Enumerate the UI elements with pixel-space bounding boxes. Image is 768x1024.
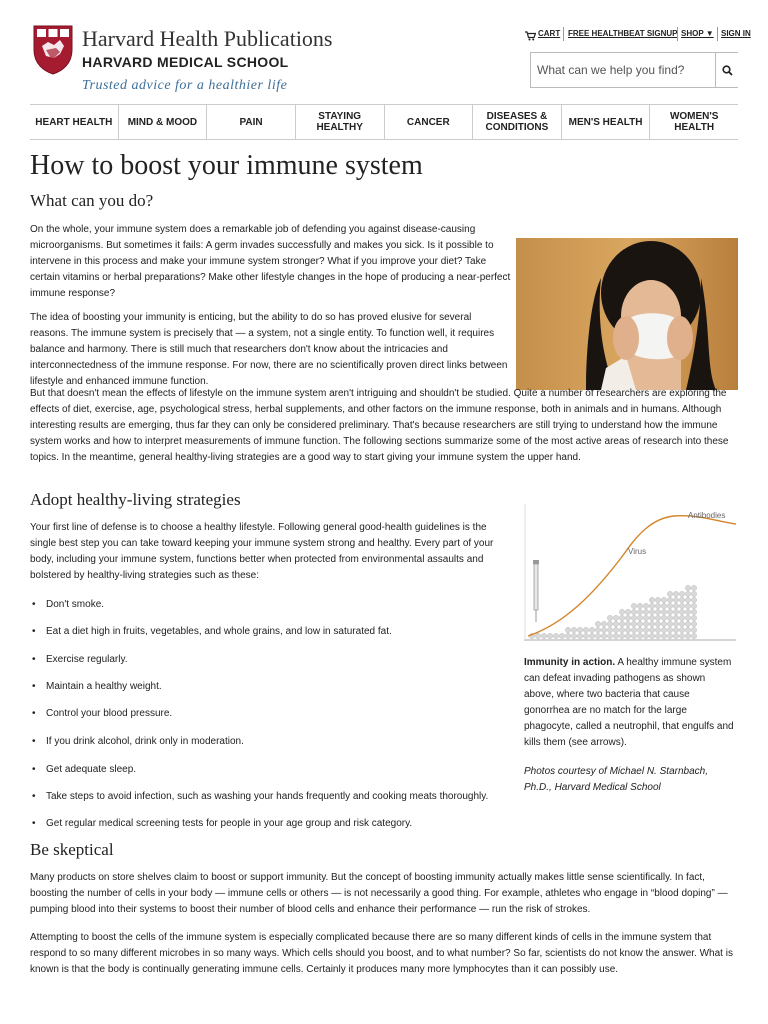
section-heading-healthy-living: Adopt healthy-living strategies	[30, 490, 241, 509]
nav-womens-health[interactable]: WOMEN'S HEALTH	[669, 111, 719, 133]
virus-dot	[673, 591, 678, 596]
virus-dot	[595, 621, 600, 626]
virus-dot	[643, 603, 648, 608]
cart-icon[interactable]	[525, 28, 536, 46]
virus-dot	[667, 603, 672, 608]
virus-dot	[655, 615, 660, 620]
virus-dot	[655, 603, 660, 608]
virus-dot	[667, 621, 672, 626]
virus-label: Virus	[628, 547, 647, 556]
virus-dot	[649, 603, 654, 608]
site-tagline: Trusted advice for a healthier life	[82, 78, 288, 93]
nav-diseases-conditions[interactable]: DISEASES & CONDITIONS	[473, 105, 562, 139]
virus-dot	[595, 633, 600, 638]
virus-dot	[637, 609, 642, 614]
virus-dot	[685, 603, 690, 608]
virus-dot	[607, 627, 612, 632]
search-input[interactable]	[531, 53, 715, 87]
utility-divider	[563, 27, 564, 41]
virus-dot	[661, 603, 666, 608]
sign-in-link[interactable]: SIGN IN	[721, 29, 751, 38]
virus-dot	[691, 591, 696, 596]
photo-credit: Photos courtesy of Michael N. Starnbach, Ph.D., Harvard Medical School	[524, 766, 708, 793]
virus-dot	[577, 633, 582, 638]
syringe-icon	[533, 560, 539, 622]
virus-dot	[667, 615, 672, 620]
cart-link[interactable]: CART	[538, 29, 561, 38]
virus-dot	[649, 615, 654, 620]
virus-dot	[631, 633, 636, 638]
paragraph: The idea of boosting your immunity is enticing, but the ability to do so has proved elusive for several reasons. The immune system is precisely that — a system, not a single entity. To function well, it requires balance and harmony. There is still much that researchers don't know about the intricacies and interconnectedness of the immune response. For now, there are no scientifically proven direct links between lifestyle and enhanced immune function.	[30, 312, 508, 387]
paragraph: Attempting to boost the cells of the immune system is especially complicated because there are so many different kinds of cells in the immune system that respond to so many different microbes in so many ways. Which cells should you boost, and to what number? So far, scientists do not know the answer. What is known is that the body is continually generating immune cells. Certainly it produces many more lymphocytes than it can possibly use.	[30, 932, 733, 975]
virus-dot	[631, 603, 636, 608]
virus-dot	[613, 621, 618, 626]
virus-dot	[553, 633, 558, 638]
virus-dot	[631, 627, 636, 632]
virus-dot	[571, 627, 576, 632]
virus-dot	[685, 621, 690, 626]
virus-dot	[637, 633, 642, 638]
virus-dot	[667, 591, 672, 596]
virus-particles	[529, 585, 696, 638]
utility-divider	[717, 27, 718, 41]
virus-dot	[649, 627, 654, 632]
virus-dot	[649, 609, 654, 614]
virus-dot	[655, 633, 660, 638]
list-item: • Take steps to avoid infection, such as washing your hands frequently and cooking meats thoroughly.	[32, 790, 488, 804]
virus-dot	[559, 633, 564, 638]
virus-dot	[685, 591, 690, 596]
virus-dot	[691, 633, 696, 638]
paragraph: Your first line of defense is to choose a healthy lifestyle. Following general good-health guidelines is the single best step you can take toward keeping your immune system strong and healthy. Every part of your body, including your immune system, functions better when protected from environmental assaults and bolstered by healthy-living strategies such as these:	[30, 522, 494, 581]
virus-dot	[685, 609, 690, 614]
virus-dot	[619, 621, 624, 626]
virus-dot	[667, 627, 672, 632]
virus-dot	[691, 585, 696, 590]
healthbeat-signup-link[interactable]: FREE HEALTHBEAT SIGNUP	[568, 29, 678, 38]
photo-float-spacer	[512, 236, 738, 404]
list-item: • If you drink alcohol, drink only in moderation.	[32, 735, 244, 749]
virus-dot	[673, 597, 678, 602]
caption-title: Immunity in action.	[524, 657, 616, 668]
shop-menu-link[interactable]: SHOP ▼	[681, 29, 714, 38]
virus-dot	[667, 609, 672, 614]
caption-text: A healthy immune system can defeat invading pathogens as shown above, where two bacteria that cause gonorrhea are no match for the large phagocyte, called a neutrophil, that engulfs and kills them (see arrows).	[524, 657, 734, 748]
virus-dot	[679, 615, 684, 620]
list-item: • Eat a diet high in fruits, vegetables, and whole grains, and low in saturated fat.	[32, 625, 392, 639]
virus-dot	[535, 633, 540, 638]
virus-dot	[661, 615, 666, 620]
virus-dot	[673, 603, 678, 608]
nav-mens-health[interactable]: MEN'S HEALTH	[562, 105, 651, 139]
nav-pain[interactable]: PAIN	[207, 105, 296, 139]
virus-dot	[679, 609, 684, 614]
virus-dot	[607, 633, 612, 638]
virus-dot	[637, 621, 642, 626]
section-heading-be-skeptical: Be skeptical	[30, 840, 114, 859]
virus-dot	[643, 615, 648, 620]
virus-dot	[589, 627, 594, 632]
virus-dot	[583, 633, 588, 638]
virus-dot	[679, 591, 684, 596]
virus-dot	[565, 633, 570, 638]
virus-dot	[613, 615, 618, 620]
virus-dot	[631, 609, 636, 614]
virus-dot	[631, 621, 636, 626]
virus-dot	[643, 609, 648, 614]
virus-dot	[631, 615, 636, 620]
search-button[interactable]	[715, 53, 738, 87]
harvard-shield-logo[interactable]	[32, 24, 74, 76]
virus-dot	[691, 627, 696, 632]
list-item: • Exercise regularly.	[32, 653, 128, 667]
virus-dot	[607, 615, 612, 620]
virus-dot	[691, 603, 696, 608]
virus-dot	[613, 627, 618, 632]
paragraph: But that doesn't mean the effects of lifestyle on the immune system aren't intriguing and shouldn't be studied. Quite a number of researchers are exploring the effects of diet, exercise, age, psychological stress, herbal supplements, and other factors on the immune response, both in animals and in humans. Although interesting results are emerging, thus far they can only be considered preliminary. That's because researchers are still trying to understand how the immune system works and how to interpret measurements of immune function. The following sections summarize some of the most active areas of research into these topics. In the meantime, general healthy-living strategies are a good way to start giving your immune system the upper hand.	[30, 388, 729, 463]
search-icon	[722, 65, 733, 76]
virus-dot	[661, 621, 666, 626]
virus-dot	[541, 633, 546, 638]
site-title[interactable]: Harvard Health Publications	[82, 26, 333, 51]
virus-dot	[625, 609, 630, 614]
virus-dot	[679, 603, 684, 608]
virus-dot	[691, 597, 696, 602]
virus-dot	[673, 609, 678, 614]
list-item: • Get adequate sleep.	[32, 763, 136, 777]
list-item: • Don't smoke.	[32, 598, 104, 612]
virus-dot	[661, 633, 666, 638]
virus-dot	[649, 597, 654, 602]
virus-dot	[679, 621, 684, 626]
virus-dot	[583, 627, 588, 632]
section-heading-what-can-you-do: What can you do?	[30, 191, 154, 210]
virus-dot	[685, 633, 690, 638]
list-item: • Control your blood pressure.	[32, 707, 172, 721]
figure-caption	[524, 655, 738, 751]
virus-dot	[571, 633, 576, 638]
virus-dot	[673, 621, 678, 626]
virus-dot	[655, 609, 660, 614]
virus-dot	[619, 633, 624, 638]
virus-dot	[625, 627, 630, 632]
virus-dot	[613, 633, 618, 638]
virus-dot	[661, 609, 666, 614]
virus-dot	[679, 633, 684, 638]
virus-dot	[601, 621, 606, 626]
virus-dot	[625, 615, 630, 620]
virus-dot	[643, 633, 648, 638]
virus-dot	[655, 597, 660, 602]
page-title: How to boost your immune system	[30, 150, 423, 181]
virus-dot	[661, 597, 666, 602]
paragraph: Many products on store shelves claim to boost or support immunity. But the concept of boosting immunity actually makes little sense scientifically. In fact, boosting the number of cells in your body — immune cells or others — is not necessarily a good thing. For example, athletes who engage in “blood doping” — pumping blood into their systems to boost their number of blood cells and enhance their performance — run the risk of strokes.	[30, 872, 728, 915]
antibodies-label: Antibodies	[688, 511, 726, 520]
virus-dot	[637, 603, 642, 608]
virus-dot	[577, 627, 582, 632]
virus-dot	[601, 627, 606, 632]
virus-dot	[691, 615, 696, 620]
virus-dot	[565, 627, 570, 632]
virus-dot	[649, 621, 654, 626]
virus-dot	[667, 597, 672, 602]
virus-dot	[685, 627, 690, 632]
virus-dot	[601, 633, 606, 638]
virus-dot	[673, 627, 678, 632]
virus-dot	[673, 615, 678, 620]
list-item: • Maintain a healthy weight.	[32, 680, 162, 694]
utility-divider	[677, 27, 678, 41]
list-item: • Get regular medical screening tests for people in your age group and risk category.	[32, 817, 412, 831]
virus-dot	[595, 627, 600, 632]
nav-mind-mood[interactable]: MIND & MOOD	[119, 105, 208, 139]
nav-cancer[interactable]: CANCER	[385, 105, 474, 139]
virus-dot	[685, 585, 690, 590]
virus-dot	[667, 633, 672, 638]
virus-dot	[691, 609, 696, 614]
paragraph: On the whole, your immune system does a remarkable job of defending you against disease-causing microorganisms. But sometimes it fails: A germ invades successfully and makes you sick. Is it possible to intervene in this process and make your immune system stronger? What if you improve your diet? Take certain vitamins or herbal preparations? Make other lifestyle changes in the hope of producing a near-perfect immune response?	[30, 224, 511, 299]
virus-dot	[679, 597, 684, 602]
virus-dot	[643, 621, 648, 626]
virus-dot	[619, 609, 624, 614]
virus-dot	[691, 621, 696, 626]
virus-dot	[661, 627, 666, 632]
school-name: HARVARD MEDICAL SCHOOL	[82, 54, 289, 70]
virus-dot	[685, 615, 690, 620]
virus-dot	[685, 597, 690, 602]
virus-dot	[607, 621, 612, 626]
virus-dot	[625, 621, 630, 626]
intro-paragraphs	[30, 222, 738, 404]
virus-dot	[547, 633, 552, 638]
nav-staying-healthy[interactable]: STAYING HEALTHY	[296, 105, 385, 139]
virus-dot	[643, 627, 648, 632]
virus-dot	[679, 627, 684, 632]
virus-dot	[589, 633, 594, 638]
virus-dot	[655, 621, 660, 626]
immunity-illustration	[524, 504, 736, 644]
virus-dot	[673, 633, 678, 638]
virus-dot	[637, 615, 642, 620]
search-bar	[530, 52, 738, 88]
virus-dot	[625, 633, 630, 638]
virus-dot	[619, 627, 624, 632]
virus-dot	[655, 627, 660, 632]
nav-heart-health[interactable]: HEART HEALTH	[30, 105, 119, 139]
main-nav	[30, 104, 738, 140]
virus-dot	[637, 627, 642, 632]
virus-dot	[649, 633, 654, 638]
virus-dot	[619, 615, 624, 620]
